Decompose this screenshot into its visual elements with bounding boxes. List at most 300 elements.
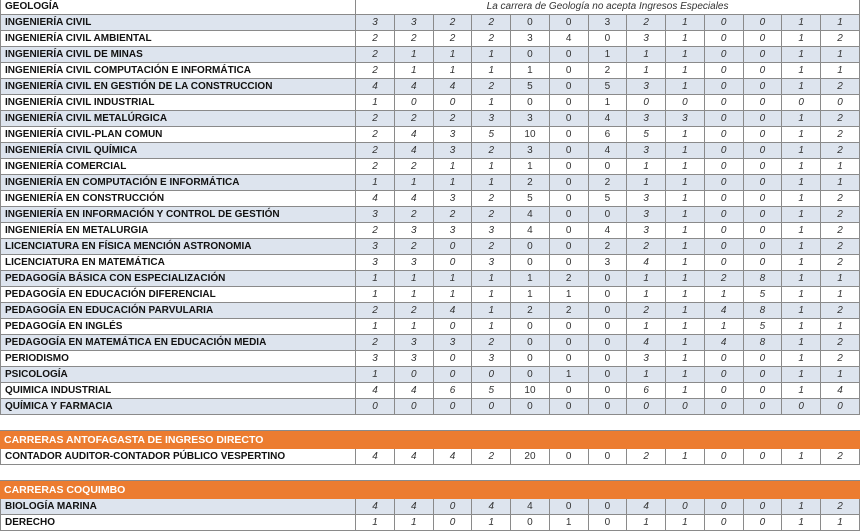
value-cell: 1	[666, 449, 705, 465]
value-cell: 0	[549, 223, 588, 239]
value-cell: 3	[511, 143, 550, 159]
value-cell: 1	[782, 31, 821, 47]
value-cell: 4	[356, 449, 395, 465]
value-cell: 0	[704, 15, 743, 31]
value-cell: 0	[704, 79, 743, 95]
value-cell: 2	[588, 239, 627, 255]
section-header-row	[1, 431, 860, 449]
value-cell: 1	[820, 287, 859, 303]
value-cell: 0	[820, 399, 859, 415]
value-cell: 1	[627, 47, 666, 63]
value-cell: 0	[743, 159, 782, 175]
value-cell: 0	[588, 335, 627, 351]
value-cell: 0	[704, 515, 743, 531]
value-cell: 3	[511, 31, 550, 47]
value-cell: 0	[743, 499, 782, 515]
value-cell: 4	[394, 383, 433, 399]
value-cell: 4	[549, 31, 588, 47]
value-cell: 20	[511, 449, 550, 465]
value-cell: 6	[588, 127, 627, 143]
table-row	[1, 159, 860, 175]
value-cell: 0	[627, 399, 666, 415]
value-cell: 1	[356, 175, 395, 191]
value-cell: 4	[356, 499, 395, 515]
value-cell: 0	[549, 319, 588, 335]
value-cell: 2	[394, 111, 433, 127]
value-cell: 2	[356, 127, 395, 143]
value-cell: 1	[666, 175, 705, 191]
value-cell: 1	[782, 515, 821, 531]
value-cell: 1	[549, 515, 588, 531]
table-row	[1, 47, 860, 63]
table-row	[1, 449, 860, 465]
value-cell: 1	[433, 271, 472, 287]
value-cell: 3	[356, 239, 395, 255]
value-cell: 1	[394, 515, 433, 531]
value-cell: 2	[394, 31, 433, 47]
value-cell: 2	[433, 15, 472, 31]
value-cell: 1	[394, 63, 433, 79]
value-cell: 5	[472, 127, 511, 143]
value-cell: 1	[820, 367, 859, 383]
value-cell: 3	[627, 143, 666, 159]
value-cell: 0	[511, 255, 550, 271]
value-cell: 1	[666, 515, 705, 531]
value-cell: 2	[472, 31, 511, 47]
value-cell: 0	[743, 15, 782, 31]
value-cell: 2	[549, 271, 588, 287]
value-cell: 4	[394, 79, 433, 95]
value-cell: 4	[627, 335, 666, 351]
value-cell: 1	[782, 255, 821, 271]
value-cell: 0	[743, 223, 782, 239]
value-cell: 4	[588, 223, 627, 239]
value-cell: 5	[588, 79, 627, 95]
value-cell: 0	[511, 351, 550, 367]
value-cell: 10	[511, 127, 550, 143]
career-name: LICENCIATURA EN MATEMÁTICA	[1, 255, 356, 271]
value-cell: 4	[394, 143, 433, 159]
career-name: PEDAGOGÍA EN INGLÉS	[1, 319, 356, 335]
value-cell: 1	[394, 175, 433, 191]
section-header: CARRERAS ANTOFAGASTA DE INGRESO DIRECTO	[1, 431, 860, 449]
header-note: La carrera de Geología no acepta Ingresos Especiales	[356, 0, 860, 15]
value-cell: 0	[743, 63, 782, 79]
value-cell: 0	[820, 95, 859, 111]
value-cell: 3	[627, 351, 666, 367]
value-cell: 10	[511, 383, 550, 399]
career-name: PSICOLOGÍA	[1, 367, 356, 383]
value-cell: 1	[472, 159, 511, 175]
value-cell: 0	[549, 111, 588, 127]
value-cell: 1	[704, 319, 743, 335]
value-cell: 1	[394, 271, 433, 287]
table-row	[1, 399, 860, 415]
value-cell: 1	[704, 287, 743, 303]
value-cell: 0	[511, 335, 550, 351]
value-cell: 0	[743, 383, 782, 399]
value-cell: 0	[704, 449, 743, 465]
career-name: INGENIERÍA CIVIL COMPUTACIÓN E INFORMÁTICA	[1, 63, 356, 79]
value-cell: 0	[782, 95, 821, 111]
value-cell: 3	[472, 223, 511, 239]
value-cell: 0	[704, 111, 743, 127]
career-name: DERECHO	[1, 515, 356, 531]
table-row	[1, 367, 860, 383]
value-cell: 0	[704, 191, 743, 207]
value-cell: 8	[743, 303, 782, 319]
value-cell: 1	[627, 271, 666, 287]
value-cell: 3	[356, 15, 395, 31]
table-row	[1, 191, 860, 207]
value-cell: 3	[394, 335, 433, 351]
table-row	[1, 143, 860, 159]
value-cell: 4	[511, 223, 550, 239]
value-cell: 1	[627, 367, 666, 383]
value-cell: 1	[782, 191, 821, 207]
value-cell: 1	[666, 47, 705, 63]
value-cell: 5	[743, 319, 782, 335]
value-cell: 4	[820, 383, 859, 399]
value-cell: 1	[627, 159, 666, 175]
value-cell: 4	[394, 191, 433, 207]
spacer-cell	[1, 415, 860, 431]
value-cell: 2	[356, 143, 395, 159]
value-cell: 0	[743, 255, 782, 271]
value-cell: 2	[820, 303, 859, 319]
career-name: INGENIERÍA EN CONSTRUCCIÓN	[1, 191, 356, 207]
value-cell: 0	[433, 319, 472, 335]
value-cell: 1	[472, 271, 511, 287]
table-row	[1, 111, 860, 127]
value-cell: 0	[511, 367, 550, 383]
value-cell: 0	[394, 367, 433, 383]
value-cell: 2	[820, 239, 859, 255]
value-cell: 3	[433, 223, 472, 239]
value-cell: 2	[627, 449, 666, 465]
value-cell: 1	[820, 515, 859, 531]
value-cell: 3	[472, 111, 511, 127]
table-row	[1, 351, 860, 367]
value-cell: 4	[433, 303, 472, 319]
value-cell: 1	[782, 15, 821, 31]
table-row	[1, 15, 860, 31]
table-row	[1, 223, 860, 239]
value-cell: 1	[666, 319, 705, 335]
value-cell: 0	[704, 239, 743, 255]
value-cell: 3	[588, 255, 627, 271]
value-cell: 1	[782, 127, 821, 143]
value-cell: 0	[743, 239, 782, 255]
table-row	[1, 383, 860, 399]
value-cell: 4	[394, 449, 433, 465]
value-cell: 4	[704, 303, 743, 319]
value-cell: 4	[472, 499, 511, 515]
value-cell: 2	[394, 159, 433, 175]
value-cell: 3	[394, 15, 433, 31]
section-header-row	[1, 481, 860, 499]
value-cell: 3	[433, 335, 472, 351]
value-cell: 1	[627, 319, 666, 335]
value-cell: 0	[511, 319, 550, 335]
career-name: INGENIERÍA CIVIL INDUSTRIAL	[1, 95, 356, 111]
value-cell: 3	[433, 143, 472, 159]
value-cell: 1	[820, 319, 859, 335]
value-cell: 2	[820, 335, 859, 351]
value-cell: 1	[666, 143, 705, 159]
value-cell: 0	[549, 499, 588, 515]
value-cell: 0	[588, 383, 627, 399]
value-cell: 0	[743, 111, 782, 127]
value-cell: 3	[433, 127, 472, 143]
value-cell: 3	[433, 191, 472, 207]
value-cell: 0	[433, 255, 472, 271]
value-cell: 3	[627, 31, 666, 47]
career-name: QUÍMICA Y FARMACIA	[1, 399, 356, 415]
value-cell: 1	[666, 383, 705, 399]
value-cell: 3	[627, 111, 666, 127]
value-cell: 1	[472, 63, 511, 79]
value-cell: 1	[356, 515, 395, 531]
value-cell: 0	[704, 175, 743, 191]
career-name: INGENIERÍA EN INFORMACIÓN Y CONTROL DE GESTIÓN	[1, 207, 356, 223]
table-row	[1, 63, 860, 79]
value-cell: 1	[588, 95, 627, 111]
value-cell: 1	[433, 175, 472, 191]
value-cell: 0	[394, 399, 433, 415]
table-row	[1, 319, 860, 335]
career-name: INGENIERÍA CIVIL-PLAN COMUN	[1, 127, 356, 143]
value-cell: 8	[743, 271, 782, 287]
value-cell: 1	[356, 95, 395, 111]
value-cell: 6	[627, 383, 666, 399]
value-cell: 1	[782, 159, 821, 175]
value-cell: 0	[472, 399, 511, 415]
value-cell: 0	[588, 319, 627, 335]
value-cell: 0	[704, 207, 743, 223]
value-cell: 1	[782, 449, 821, 465]
value-cell: 1	[782, 207, 821, 223]
value-cell: 2	[627, 15, 666, 31]
value-cell: 1	[782, 367, 821, 383]
value-cell: 0	[743, 367, 782, 383]
value-cell: 1	[356, 319, 395, 335]
value-cell: 1	[472, 319, 511, 335]
value-cell: 1	[356, 287, 395, 303]
value-cell: 2	[549, 303, 588, 319]
table-row	[1, 239, 860, 255]
value-cell: 1	[472, 287, 511, 303]
value-cell: 1	[511, 159, 550, 175]
value-cell: 1	[433, 159, 472, 175]
value-cell: 0	[511, 399, 550, 415]
value-cell: 0	[549, 191, 588, 207]
value-cell: 0	[627, 95, 666, 111]
value-cell: 3	[356, 351, 395, 367]
value-cell: 1	[394, 47, 433, 63]
value-cell: 0	[511, 47, 550, 63]
value-cell: 1	[820, 63, 859, 79]
career-name: INGENIERÍA CIVIL DE MINAS	[1, 47, 356, 63]
value-cell: 2	[356, 223, 395, 239]
value-cell: 0	[549, 255, 588, 271]
career-name: INGENIERÍA CIVIL	[1, 15, 356, 31]
value-cell: 0	[549, 175, 588, 191]
value-cell: 2	[472, 239, 511, 255]
table-row	[1, 255, 860, 271]
value-cell: 4	[356, 79, 395, 95]
value-cell: 1	[666, 207, 705, 223]
value-cell: 2	[820, 143, 859, 159]
value-cell: 1	[666, 351, 705, 367]
value-cell: 1	[472, 95, 511, 111]
section-spacer	[1, 415, 860, 431]
value-cell: 4	[356, 191, 395, 207]
value-cell: 1	[666, 79, 705, 95]
value-cell: 0	[588, 351, 627, 367]
value-cell: 2	[511, 303, 550, 319]
value-cell: 0	[743, 47, 782, 63]
career-name: INGENIERÍA CIVIL AMBIENTAL	[1, 31, 356, 47]
value-cell: 0	[433, 351, 472, 367]
value-cell: 4	[511, 207, 550, 223]
table-row	[1, 287, 860, 303]
value-cell: 2	[433, 31, 472, 47]
value-cell: 0	[588, 515, 627, 531]
header-row	[1, 0, 860, 15]
value-cell: 4	[433, 79, 472, 95]
value-cell: 2	[820, 191, 859, 207]
career-name: LICENCIATURA EN FÍSICA MENCIÓN ASTRONOMIA	[1, 239, 356, 255]
value-cell: 0	[782, 399, 821, 415]
value-cell: 0	[743, 79, 782, 95]
value-cell: 0	[549, 159, 588, 175]
value-cell: 2	[472, 79, 511, 95]
value-cell: 2	[820, 79, 859, 95]
value-cell: 1	[666, 159, 705, 175]
value-cell: 0	[704, 63, 743, 79]
spacer-cell	[1, 465, 860, 481]
value-cell: 2	[511, 175, 550, 191]
value-cell: 5	[743, 287, 782, 303]
career-name: INGENIERÍA EN COMPUTACIÓN E INFORMÁTICA	[1, 175, 356, 191]
value-cell: 0	[704, 31, 743, 47]
value-cell: 0	[433, 499, 472, 515]
value-cell: 0	[588, 367, 627, 383]
value-cell: 3	[588, 15, 627, 31]
value-cell: 0	[743, 175, 782, 191]
value-cell: 1	[820, 159, 859, 175]
value-cell: 1	[666, 271, 705, 287]
value-cell: 4	[394, 499, 433, 515]
value-cell: 2	[472, 15, 511, 31]
value-cell: 3	[394, 223, 433, 239]
table-row	[1, 303, 860, 319]
value-cell: 8	[743, 335, 782, 351]
career-name: PEDAGOGÍA EN EDUCACIÓN PARVULARIA	[1, 303, 356, 319]
value-cell: 0	[588, 287, 627, 303]
value-cell: 0	[743, 399, 782, 415]
value-cell: 1	[666, 335, 705, 351]
value-cell: 3	[356, 255, 395, 271]
value-cell: 5	[511, 79, 550, 95]
value-cell: 0	[549, 79, 588, 95]
value-cell: 0	[743, 207, 782, 223]
value-cell: 0	[704, 223, 743, 239]
value-cell: 0	[394, 95, 433, 111]
table-row	[1, 499, 860, 515]
value-cell: 0	[666, 399, 705, 415]
value-cell: 1	[666, 303, 705, 319]
value-cell: 2	[433, 111, 472, 127]
value-cell: 4	[394, 127, 433, 143]
table-row	[1, 335, 860, 351]
value-cell: 0	[549, 239, 588, 255]
value-cell: 4	[433, 449, 472, 465]
value-cell: 1	[820, 47, 859, 63]
value-cell: 1	[782, 79, 821, 95]
value-cell: 0	[704, 143, 743, 159]
value-cell: 0	[704, 127, 743, 143]
value-cell: 0	[704, 499, 743, 515]
value-cell: 2	[472, 143, 511, 159]
value-cell: 2	[820, 127, 859, 143]
value-cell: 0	[704, 95, 743, 111]
value-cell: 0	[472, 367, 511, 383]
value-cell: 5	[511, 191, 550, 207]
value-cell: 0	[549, 399, 588, 415]
value-cell: 1	[627, 515, 666, 531]
value-cell: 0	[511, 515, 550, 531]
value-cell: 0	[433, 515, 472, 531]
value-cell: 2	[820, 207, 859, 223]
career-name: PEDAGOGÍA EN MATEMÁTICA EN EDUCACIÓN MEDIA	[1, 335, 356, 351]
value-cell: 0	[666, 499, 705, 515]
value-cell: 1	[666, 239, 705, 255]
value-cell: 1	[394, 319, 433, 335]
value-cell: 2	[820, 223, 859, 239]
value-cell: 0	[743, 191, 782, 207]
value-cell: 2	[588, 63, 627, 79]
career-name: PERIODISMO	[1, 351, 356, 367]
value-cell: 0	[549, 335, 588, 351]
value-cell: 0	[588, 207, 627, 223]
value-cell: 1	[782, 271, 821, 287]
value-cell: 0	[704, 47, 743, 63]
value-cell: 0	[743, 143, 782, 159]
value-cell: 0	[704, 399, 743, 415]
value-cell: 5	[472, 383, 511, 399]
value-cell: 3	[627, 191, 666, 207]
value-cell: 0	[433, 399, 472, 415]
value-cell: 0	[704, 383, 743, 399]
table-row	[1, 175, 860, 191]
section-header: CARRERAS COQUIMBO	[1, 481, 860, 499]
value-cell: 0	[549, 449, 588, 465]
value-cell: 0	[588, 271, 627, 287]
value-cell: 0	[549, 143, 588, 159]
value-cell: 1	[472, 515, 511, 531]
value-cell: 2	[394, 239, 433, 255]
career-name: QUIMICA INDUSTRIAL	[1, 383, 356, 399]
value-cell: 3	[472, 351, 511, 367]
value-cell: 0	[433, 239, 472, 255]
value-cell: 0	[588, 449, 627, 465]
value-cell: 2	[588, 175, 627, 191]
value-cell: 3	[472, 255, 511, 271]
value-cell: 0	[549, 15, 588, 31]
value-cell: 1	[782, 335, 821, 351]
